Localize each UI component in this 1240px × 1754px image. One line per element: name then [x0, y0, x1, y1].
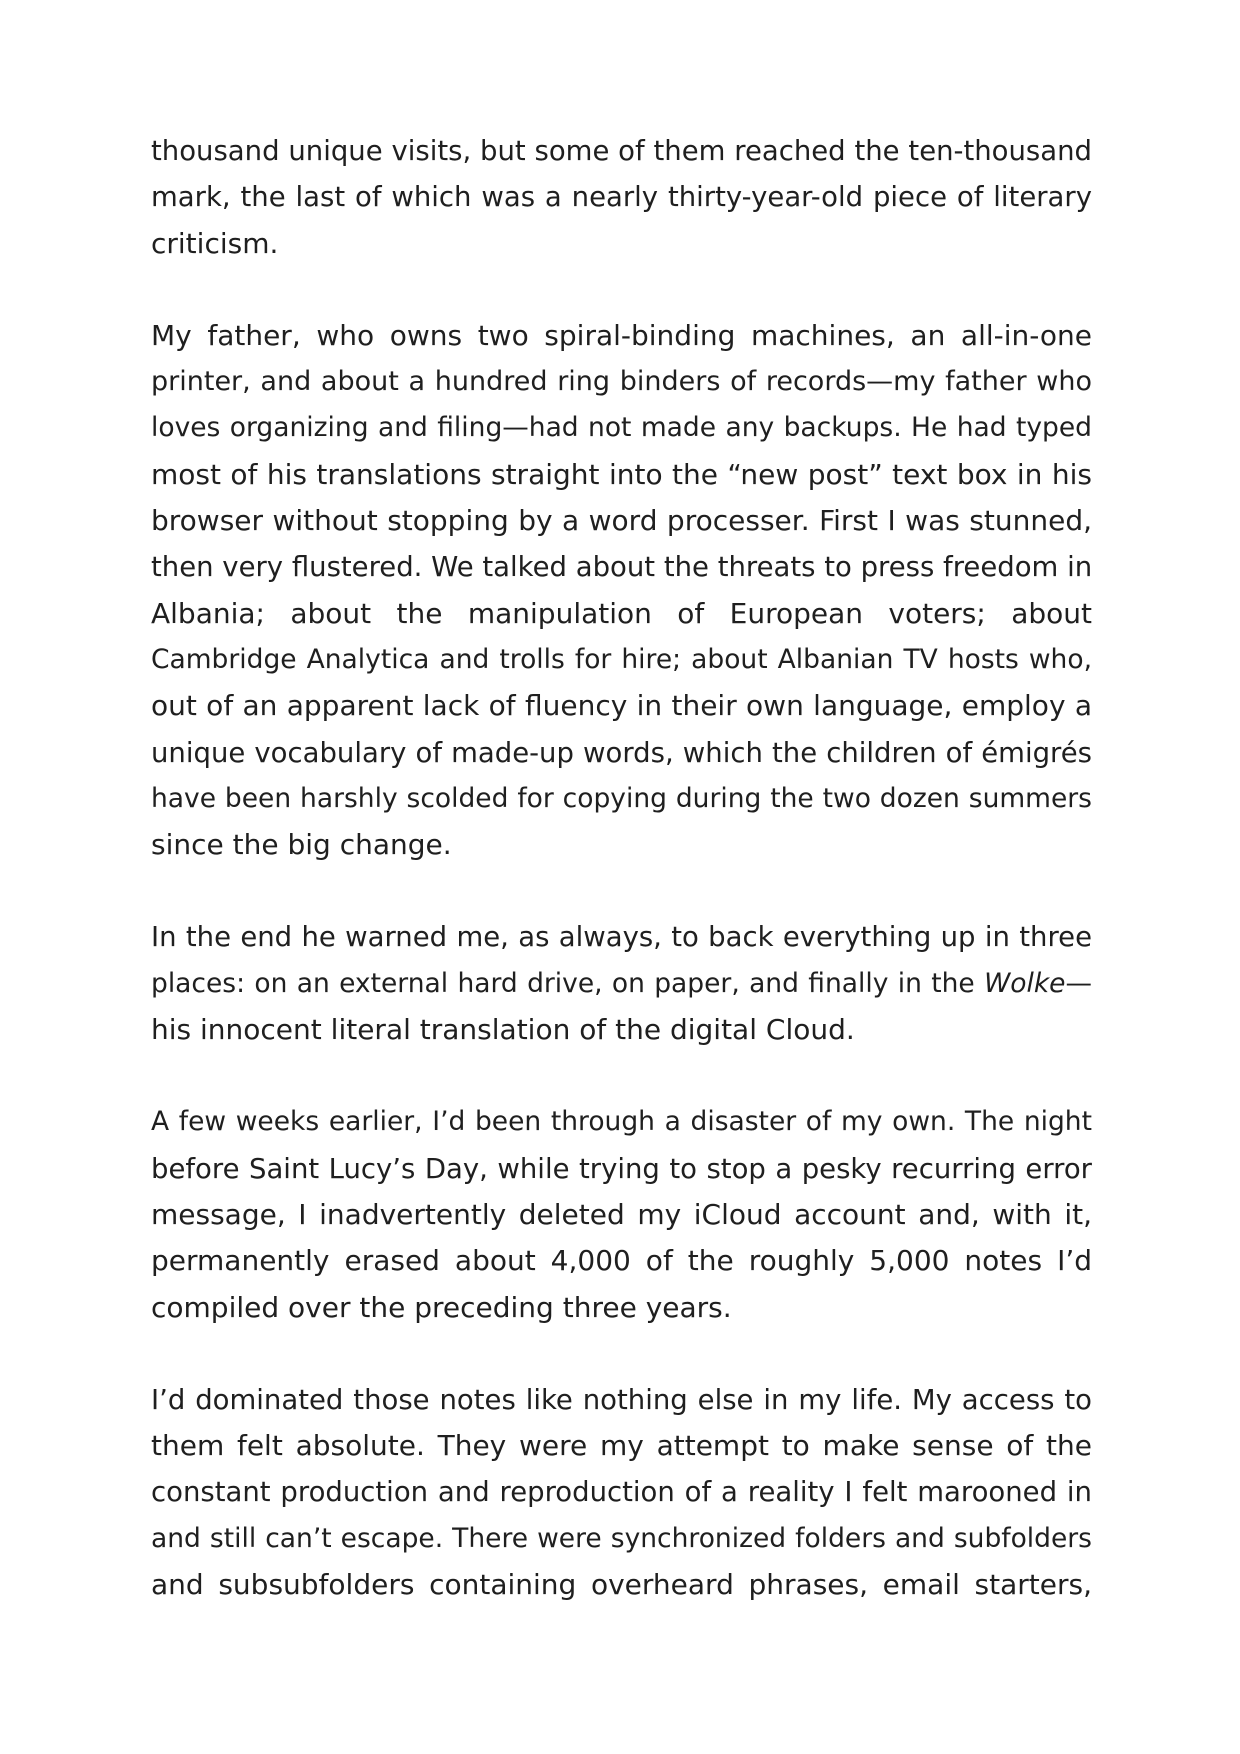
paragraph-5	[151, 1377, 1092, 1608]
text-line	[151, 961, 1092, 1007]
text-line: Albania; about the manipulation of European voters; about	[151, 596, 1092, 630]
text-line: mark, the last of which was a nearly thirty-year-old piece of literary	[151, 181, 1092, 214]
text-line: them felt absolute. They were my attempt to make sense of the	[151, 1429, 1092, 1463]
text-line: have been harshly scolded for copying during the two dozen summers	[151, 782, 1092, 814]
text-line: I’d dominated those notes like nothing else in my life. My access to	[151, 1383, 1092, 1416]
text-line: criticism.	[151, 226, 279, 260]
em-dash: —	[1065, 967, 1092, 999]
paragraph-2	[151, 313, 1092, 869]
italic-term: Wolke	[984, 967, 1066, 999]
text-line: then very flustered. We talked about the threats to press freedom in	[151, 551, 1092, 584]
paragraph-4	[151, 1099, 1092, 1330]
text-line: constant production and reproduction of a reality I felt marooned in	[151, 1476, 1092, 1509]
text-line: In the end he warned me, as always, to back everything up in three	[151, 921, 1092, 954]
text-line: browser without stopping by a word processer. First I was stunned,	[151, 504, 1092, 538]
text-line: message, I inadvertently deleted my iCloud account and, with it,	[151, 1197, 1092, 1231]
text-line: Cambridge Analytica and trolls for hire; about Albanian TV hosts who,	[151, 643, 1092, 675]
paragraph-1	[151, 128, 1092, 267]
text-line: unique vocabulary of made-up words, which the children of émigrés	[151, 736, 1092, 769]
text-line: A few weeks earlier, I’d been through a disaster of my own. The night	[151, 1106, 1092, 1138]
text-line: My father, who owns two spiral-binding machines, an all-in-one	[151, 318, 1092, 352]
text-line: loves organizing and filing—had not made any backups. He had typed	[151, 412, 1092, 444]
text-line: since the big change.	[151, 828, 452, 862]
text-line: his innocent literal translation of the digital Cloud.	[151, 1013, 855, 1047]
text-line: permanently erased about 4,000 of the roughly 5,000 notes I’d	[151, 1244, 1092, 1278]
text-line: printer, and about a hundred ring binders of records—my father who	[151, 366, 1092, 398]
text-line: compiled over the preceding three years.	[151, 1290, 732, 1324]
line-text: places: on an external hard drive, on paper, and finally in the	[151, 967, 975, 999]
text-line: before Saint Lucy’s Day, while trying to stop a pesky recurring error	[151, 1152, 1092, 1185]
text-line: out of an apparent lack of fluency in their own language, employ a	[151, 689, 1092, 723]
text-line: and still can’t escape. There were synchronized folders and subfolders	[151, 1522, 1092, 1554]
body-text	[151, 128, 1092, 1654]
paragraph-3	[151, 914, 1092, 1053]
text-line: most of his translations straight into the “new post” text box in his	[151, 457, 1092, 491]
text-line: thousand unique visits, but some of them reached the ten-thousand	[151, 135, 1092, 167]
text-line: and subsubfolders containing overheard phrases, email starters,	[151, 1568, 1092, 1602]
